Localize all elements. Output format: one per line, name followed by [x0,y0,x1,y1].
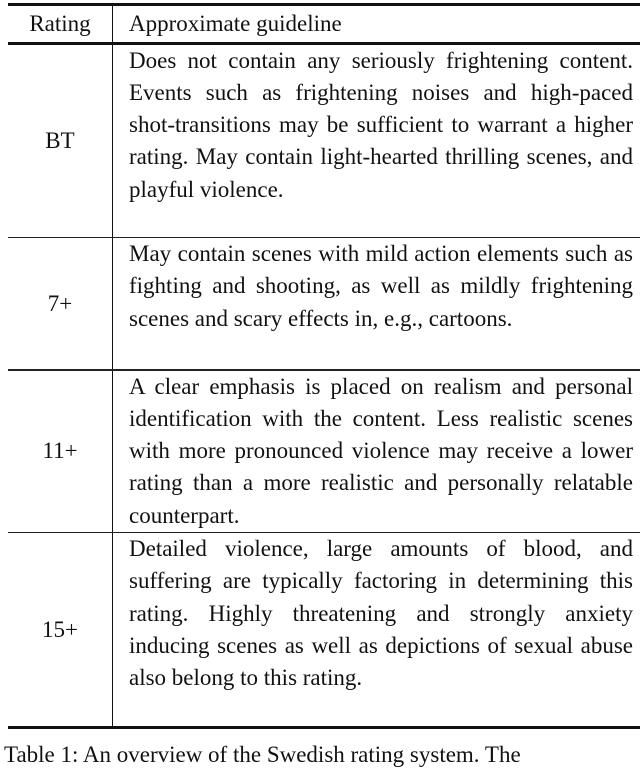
table-row [8,371,640,532]
rating-cell: 7+ [8,238,113,369]
guideline-cell: Detailed violence, large amounts of blood, and suffering are typically factoring in determining this rating. Highly threatening and strongly anxiety inducing scenes as well as depictions of sexual abuse also belong to this rating. [129,536,633,691]
rating-table [8,3,640,729]
header-rating: Rating [8,6,113,42]
rating-cell: 11+ [8,371,113,532]
guideline-cell: A clear emphasis is placed on realism and personal identification with the content. Less realistic scenes with more pronounced violence may receive a lower rating than a more realistic and personally relatable counterpart. [129,373,633,528]
rating-cell: 15+ [8,533,113,726]
table-row [8,533,640,726]
guideline-cell: Does not contain any seriously frightening content. Events such as frightening noises and high-paced shot-transitions may be sufficient to warrant a higher rating. May contain light-hearted thrilling scenes, and playful violence. [129,47,633,202]
table-row [8,45,640,237]
header-guideline: Approximate guideline [129,11,342,36]
rating-cell: BT [8,45,113,237]
bottom-rule [8,726,640,729]
table-row [8,238,640,369]
table-header-row [8,6,640,42]
guideline-cell: May contain scenes with mild action elements such as fighting and shooting, as well as mildly frightening scenes and scary effects in, e.g., cartoons. [129,241,633,331]
table-caption: Table 1: An overview of the Swedish rating system. The [4,742,521,767]
